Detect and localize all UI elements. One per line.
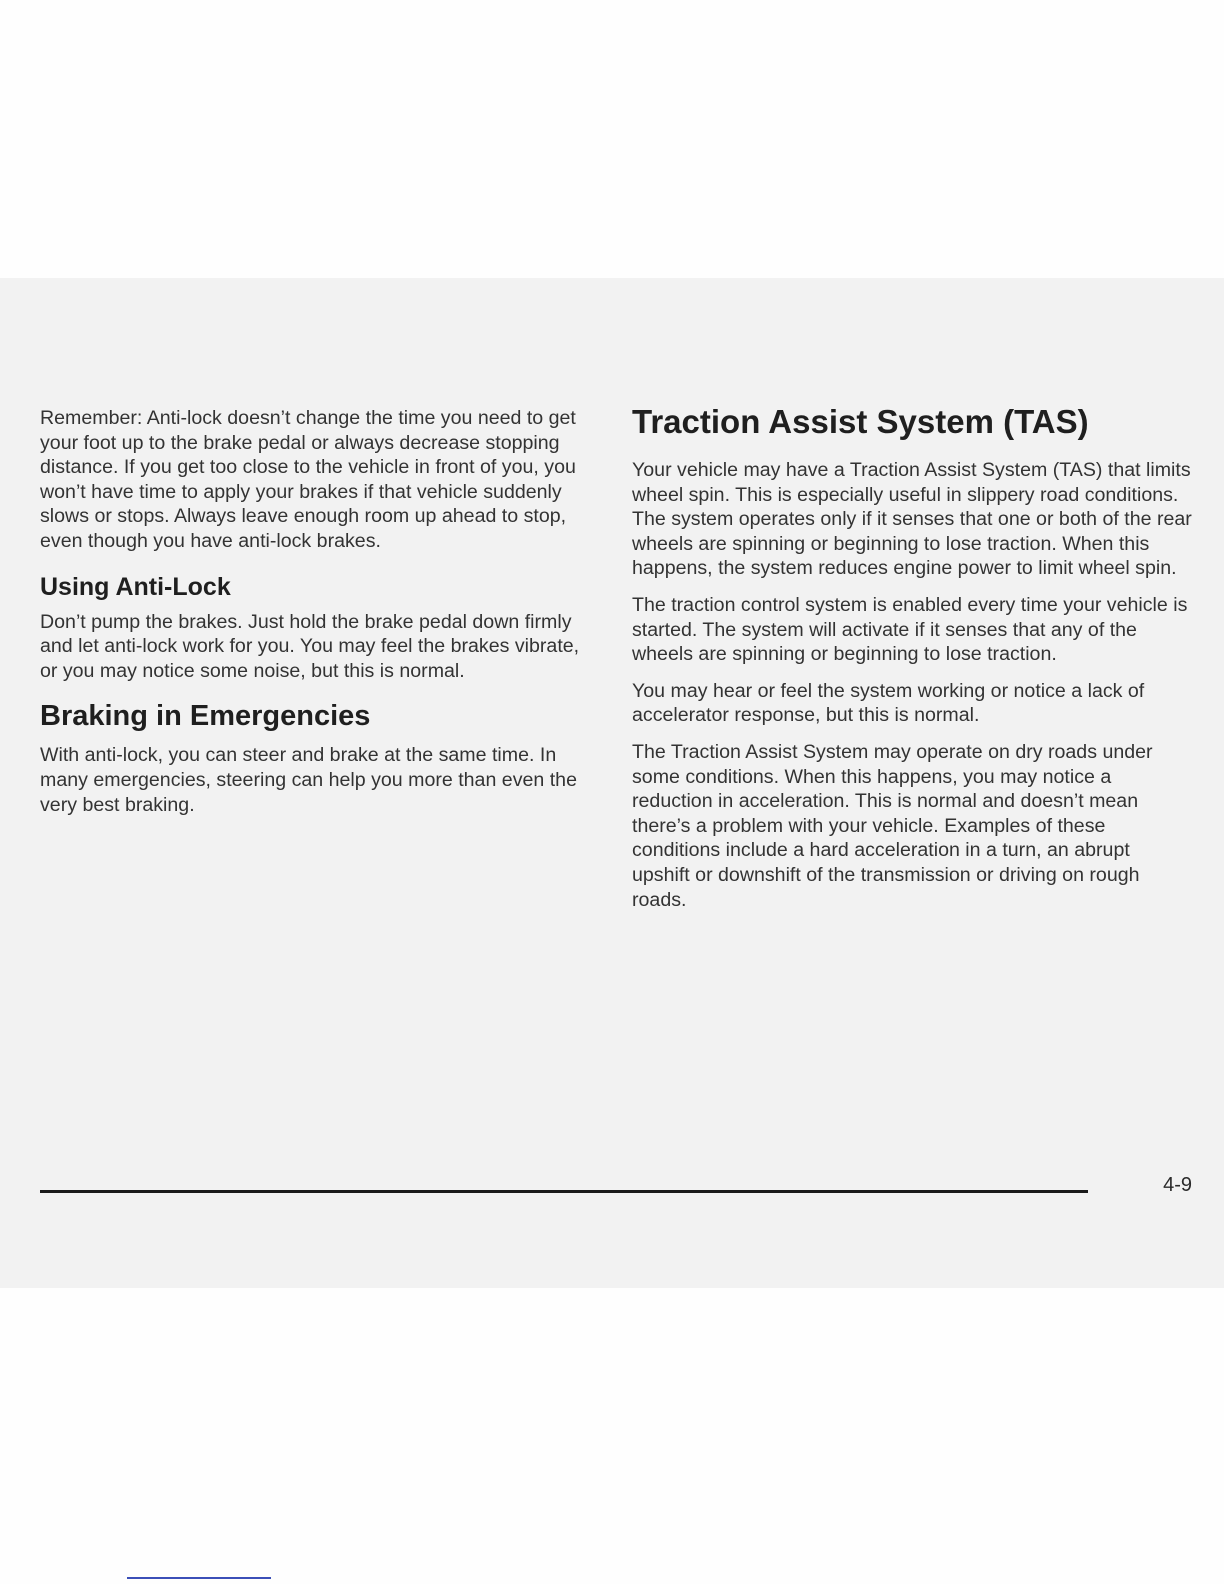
using-antilock-heading: Using Anti-Lock: [40, 572, 231, 601]
antilock-reminder-paragraph: Remember: Anti-lock doesn’t change the time you need to get your foot up to the brake pedal or always decrease stopping distance. If you get too close to the vehicle in front of you, you won’t have time to apply your brakes if that vehicle suddenly slows or stops. Always leave enough room up ahead to stop, even though you have anti-lock brakes.: [40, 407, 576, 552]
left-column: [40, 406, 588, 817]
braking-emergencies-paragraph: With anti-lock, you can steer and brake at the same time. In many emergencies, steering can help you more than even the very best braking.: [40, 744, 577, 816]
bottom-link-underline: [127, 1577, 271, 1579]
page-number: 4-9: [1163, 1174, 1192, 1196]
tas-paragraph-4: The Traction Assist System may operate on dry roads under some conditions. When this happens, you may notice a reduction in acceleration. This is normal and doesn’t mean there’s a problem with your vehicle. Examples of these conditions include a hard acceleration in a turn, an abrupt upshift or downshift of the transmission or driving on rough roads.: [632, 740, 1153, 911]
right-column: [632, 402, 1192, 924]
braking-emergencies-heading: Braking in Emergencies: [40, 700, 371, 733]
footer-rule: [40, 1190, 1088, 1193]
manual-page: [0, 278, 1224, 1288]
tas-paragraph-1: Your vehicle may have a Traction Assist System (TAS) that limits wheel spin. This is especially useful in slippery road conditions. The system operates only if it senses that one or both of the rear wheels are spinning or beginning to lose traction. When this happens, the system reduces engine power to limit wheel spin.: [632, 459, 1192, 580]
using-antilock-paragraph: Don’t pump the brakes. Just hold the brake pedal down firmly and let anti-lock work for you. You may feel the brakes vibrate, or you may notice some noise, but this is normal.: [40, 610, 580, 682]
tas-paragraph-3: You may hear or feel the system working or notice a lack of accelerator response, but this is normal.: [632, 679, 1145, 727]
tas-heading: Traction Assist System (TAS): [632, 403, 1089, 440]
tas-paragraph-2: The traction control system is enabled every time your vehicle is started. The system will activate if it senses that any of the wheels are spinning or beginning to lose traction.: [632, 593, 1188, 666]
